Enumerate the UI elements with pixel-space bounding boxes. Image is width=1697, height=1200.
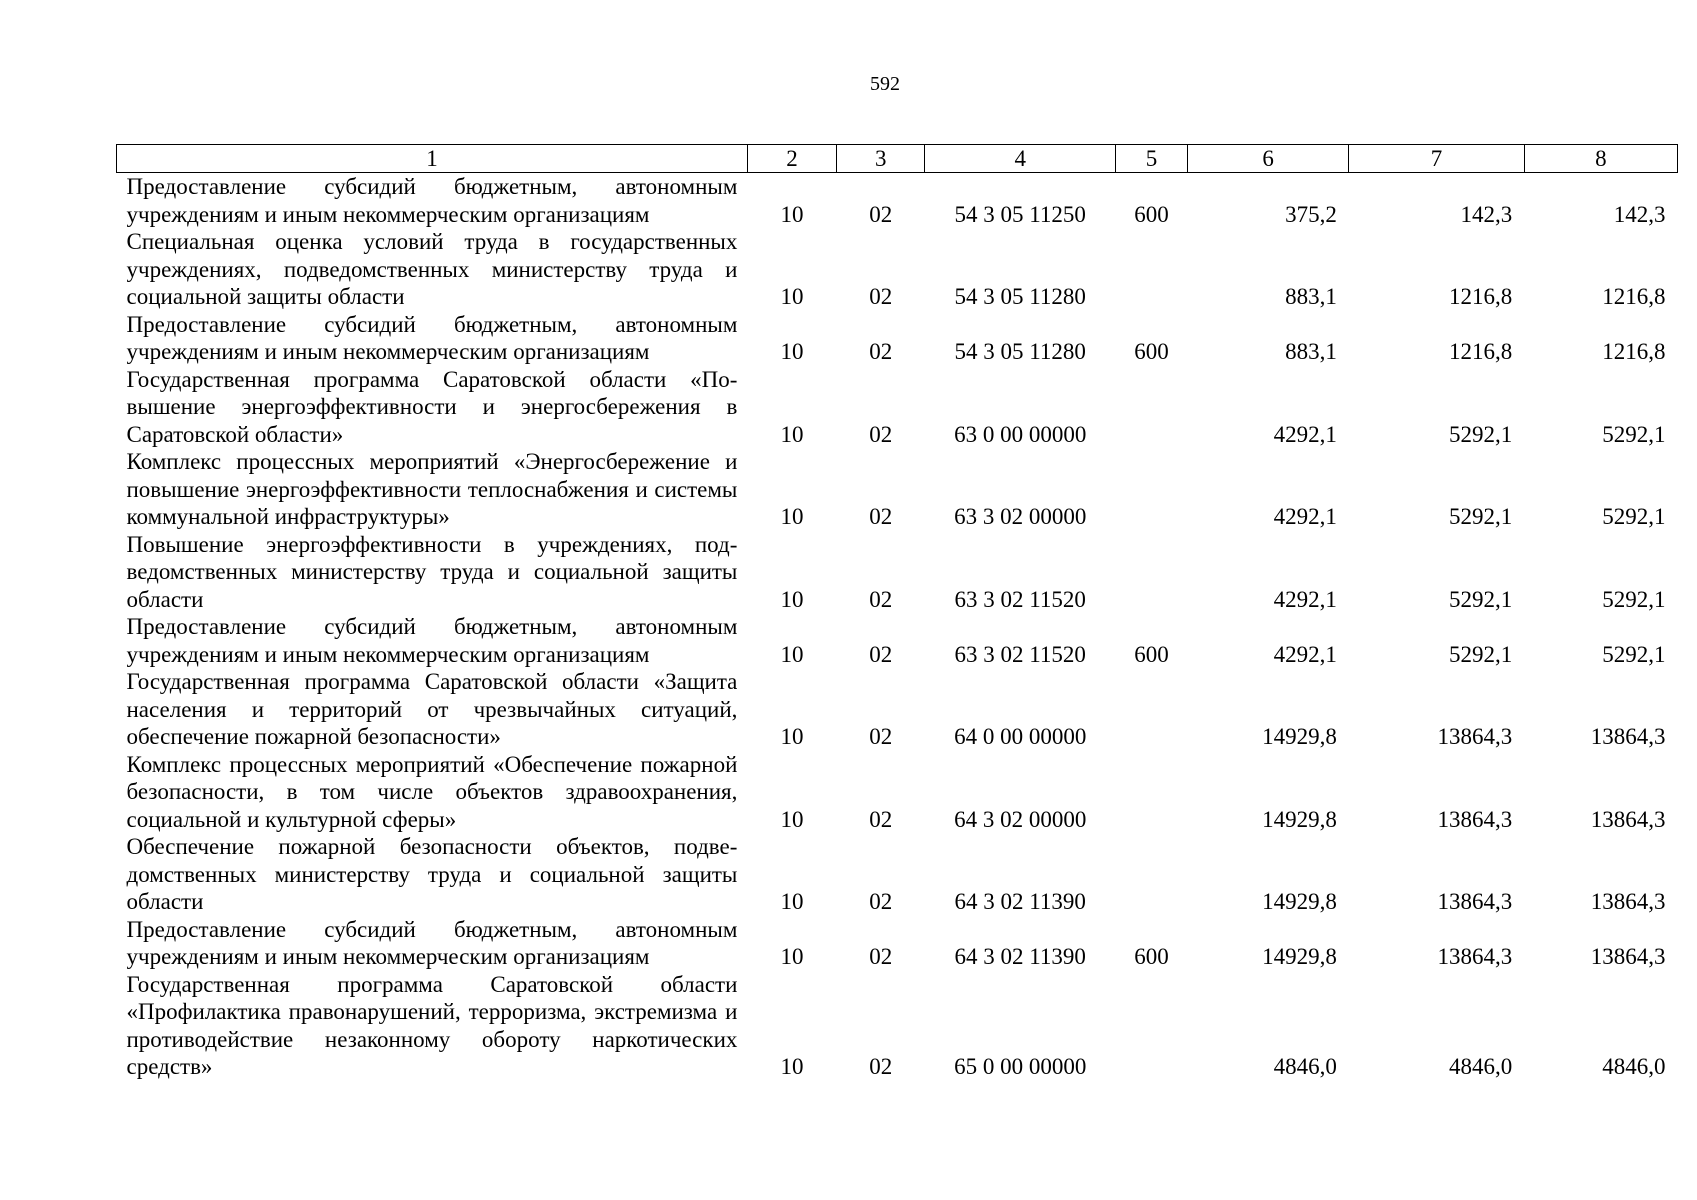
row-description: Предоставление субсидий бюджетным, автономным учреждениям и иным некоммерческим организациям (126, 311, 738, 364)
column-header-8: 8 (1524, 145, 1677, 173)
cell-amount-col6: 14929,8 (1262, 889, 1337, 914)
cell-amount-col7: 13864,3 (1437, 889, 1513, 914)
cell-amount-col7: 1216,8 (1449, 284, 1513, 309)
cell-expense-type (1116, 366, 1188, 449)
row-description: Повышение энергоэффективности в учреждениях, подведомственных министерству труда и социальной защиты области (126, 531, 738, 612)
cell-subsection: 02 (869, 1054, 893, 1079)
cell-subsection: 02 (869, 339, 893, 364)
cell-amount-col7: 142,3 (1460, 201, 1513, 227)
row-description: Обеспечение пожарной безопасности объектов, подведомственных министерству труда и социальной защиты области (126, 834, 738, 914)
cell-section: 10 (780, 1054, 804, 1079)
cell-amount-col6: 14929,8 (1262, 724, 1337, 749)
column-header-4: 4 (925, 145, 1116, 173)
cell-amount-col6: 883,1 (1285, 339, 1337, 364)
cell-section: 10 (780, 889, 804, 914)
cell-amount-col6: 14929,8 (1262, 944, 1337, 969)
cell-expense-type: 600 (1134, 641, 1169, 667)
cell-amount-col7: 5292,1 (1449, 586, 1513, 612)
page-number: 592 (870, 73, 900, 95)
cell-amount-col8: 1216,8 (1602, 339, 1666, 364)
cell-amount-col7: 5292,1 (1449, 504, 1513, 529)
column-header-3: 3 (837, 145, 925, 173)
column-header-1: 1 (117, 145, 748, 173)
cell-amount-col8: 13864,3 (1590, 944, 1666, 969)
table-row (117, 668, 1678, 751)
row-description: Комплекс процессных мероприятий «Энергосбережение и повышение энергоэффективности теплоснабжения и системы коммунальной инфраструктуры» (126, 449, 738, 529)
cell-target-article: 63 3 02 00000 (954, 504, 1087, 529)
row-description: Предоставление субсидий бюджетным, автономным учреждениям и иным некоммерческим организациям (126, 174, 738, 227)
cell-amount-col6: 14929,8 (1262, 806, 1337, 832)
cell-amount-col7: 13864,3 (1437, 724, 1513, 749)
cell-subsection: 02 (869, 201, 893, 227)
cell-target-article: 64 3 02 00000 (954, 806, 1087, 832)
cell-target-article: 65 0 00 00000 (954, 1054, 1087, 1079)
cell-target-article: 64 0 00 00000 (954, 724, 1087, 749)
cell-expense-type (1116, 668, 1188, 751)
row-description: Государственная программа Саратовской области «Профилактика правонарушений, терроризма, экстремизма и противодействие незаконному обороту наркотических средств» (126, 971, 738, 1079)
table-row (117, 366, 1678, 449)
cell-expense-type (1116, 833, 1188, 916)
cell-target-article: 63 3 02 11520 (954, 641, 1086, 667)
cell-amount-col7: 1216,8 (1449, 339, 1513, 364)
cell-amount-col6: 4846,0 (1273, 1054, 1337, 1079)
cell-subsection: 02 (869, 504, 893, 529)
row-description: Государственная программа Саратовской области «Повышение энергоэффективности и энергосбережения в Саратовской области» (126, 366, 738, 447)
header-row (117, 145, 1678, 173)
row-description: Государственная программа Саратовской области «Защита населения и территорий от чрезвычайных ситуаций, обеспечение пожарной безопасности» (126, 669, 738, 749)
cell-expense-type: 600 (1134, 201, 1169, 227)
cell-target-article: 54 3 05 11280 (954, 339, 1086, 364)
table-row (117, 173, 1678, 229)
cell-section: 10 (780, 504, 804, 529)
cell-target-article: 54 3 05 11280 (954, 284, 1086, 309)
row-description: Предоставление субсидий бюджетным, автономным учреждениям и иным некоммерческим организациям (126, 916, 738, 969)
cell-amount-col6: 4292,1 (1273, 421, 1337, 447)
cell-section: 10 (780, 339, 804, 364)
cell-section: 10 (780, 724, 804, 749)
table-row (117, 916, 1678, 971)
cell-expense-type (1116, 448, 1188, 531)
table-row (117, 448, 1678, 531)
cell-target-article: 54 3 05 11250 (954, 201, 1086, 227)
cell-section: 10 (780, 284, 804, 309)
cell-section: 10 (780, 806, 804, 832)
cell-amount-col6: 375,2 (1285, 201, 1337, 227)
row-description: Предоставление субсидий бюджетным, автономным учреждениям и иным некоммерческим организациям (126, 614, 738, 667)
cell-subsection: 02 (869, 284, 893, 309)
cell-amount-col8: 13864,3 (1590, 724, 1666, 749)
column-header-6: 6 (1188, 145, 1349, 173)
table-row (117, 613, 1678, 668)
cell-amount-col8: 4846,0 (1602, 1054, 1666, 1079)
cell-expense-type (1116, 531, 1188, 614)
table-row (117, 971, 1678, 1081)
cell-amount-col7: 13864,3 (1437, 806, 1513, 832)
cell-target-article: 64 3 02 11390 (954, 944, 1086, 969)
cell-subsection: 02 (869, 944, 893, 969)
cell-amount-col6: 883,1 (1285, 284, 1337, 309)
cell-expense-type: 600 (1134, 339, 1169, 364)
cell-section: 10 (780, 641, 804, 667)
table-row (117, 751, 1678, 834)
table-body (117, 173, 1678, 1081)
cell-expense-type (1116, 971, 1188, 1081)
cell-amount-col6: 4292,1 (1273, 504, 1337, 529)
cell-amount-col6: 4292,1 (1273, 641, 1337, 667)
column-header-2: 2 (747, 145, 836, 173)
cell-expense-type (1116, 228, 1188, 311)
cell-subsection: 02 (869, 889, 893, 914)
cell-section: 10 (780, 201, 804, 227)
cell-section: 10 (780, 421, 804, 447)
table-row (117, 531, 1678, 614)
cell-subsection: 02 (869, 641, 893, 667)
cell-amount-col8: 142,3 (1613, 201, 1666, 227)
table-row (117, 228, 1678, 311)
table-header (117, 145, 1678, 173)
cell-target-article: 64 3 02 11390 (954, 889, 1086, 914)
cell-amount-col7: 5292,1 (1449, 641, 1513, 667)
cell-amount-col7: 5292,1 (1449, 421, 1513, 447)
cell-amount-col8: 1216,8 (1602, 284, 1666, 309)
cell-amount-col8: 5292,1 (1602, 504, 1666, 529)
cell-amount-col8: 13864,3 (1590, 806, 1666, 832)
cell-subsection: 02 (869, 806, 893, 832)
cell-target-article: 63 0 00 00000 (954, 421, 1087, 447)
cell-expense-type (1116, 751, 1188, 834)
budget-table (116, 144, 1678, 1081)
cell-subsection: 02 (869, 724, 893, 749)
table-row (117, 833, 1678, 916)
cell-amount-col7: 13864,3 (1437, 944, 1513, 969)
table-row (117, 311, 1678, 366)
cell-amount-col8: 5292,1 (1602, 586, 1666, 612)
cell-amount-col8: 13864,3 (1590, 889, 1666, 914)
cell-amount-col8: 5292,1 (1602, 641, 1666, 667)
row-description: Комплекс процессных мероприятий «Обеспечение пожарной безопасности, в том числе объектов здравоохранения, социальной и культурной сферы» (126, 751, 738, 832)
cell-amount-col8: 5292,1 (1602, 421, 1666, 447)
column-header-5: 5 (1116, 145, 1188, 173)
cell-amount-col6: 4292,1 (1273, 586, 1337, 612)
cell-section: 10 (780, 586, 804, 612)
cell-subsection: 02 (869, 421, 893, 447)
cell-section: 10 (780, 944, 804, 969)
row-description: Специальная оценка условий труда в государственных учреждениях, подведомственных министерству труда и социальной защиты области (126, 229, 738, 309)
column-header-7: 7 (1349, 145, 1524, 173)
cell-amount-col7: 4846,0 (1449, 1054, 1513, 1079)
cell-expense-type: 600 (1134, 944, 1169, 969)
cell-target-article: 63 3 02 11520 (954, 586, 1086, 612)
cell-subsection: 02 (869, 586, 893, 612)
